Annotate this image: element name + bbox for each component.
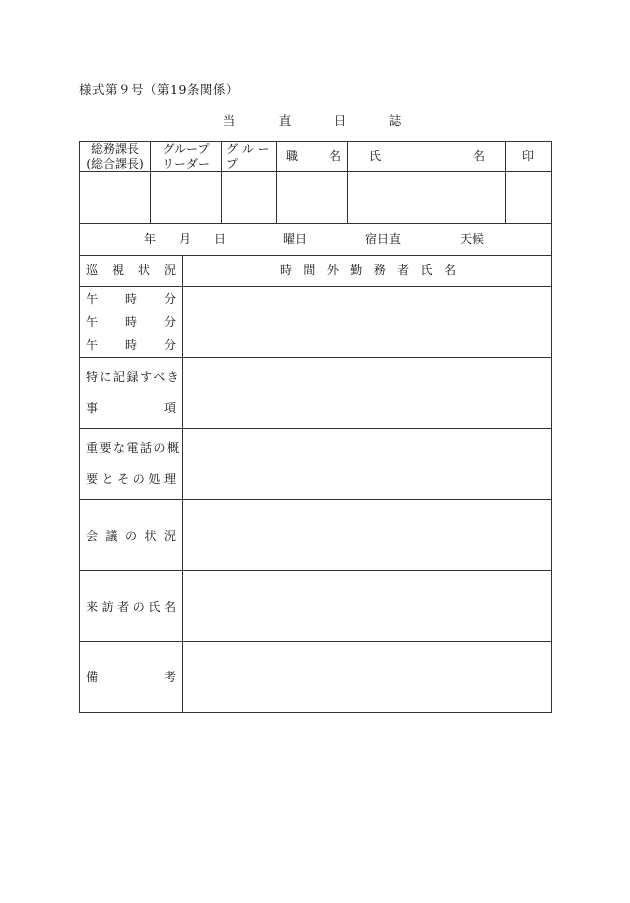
row-divider [80, 255, 551, 256]
weather-label: 天候 [460, 232, 485, 246]
group-seal-cell[interactable] [222, 172, 276, 223]
special-notes-label: 特に記録すべき [86, 370, 181, 384]
special-char: 事 [86, 401, 99, 415]
phone-char: の [132, 472, 145, 486]
am-pm-char: 午 [86, 338, 99, 352]
group-leader-seal-cell[interactable] [151, 172, 221, 223]
hour-char: 時 [124, 315, 137, 329]
overtime-char: 時 [280, 263, 293, 277]
group-label-cont: プ [226, 157, 239, 171]
hour-char: 時 [124, 292, 137, 306]
minute-char: 分 [163, 315, 176, 329]
job-title-header [286, 149, 341, 164]
overtime-char: 間 [303, 263, 316, 277]
general-manager-header [80, 142, 150, 172]
group-leader-sublabel: リーダー [161, 157, 210, 171]
patrol-time-row [86, 292, 176, 307]
name-char: 氏 [369, 149, 382, 163]
job-title-char: 名 [328, 149, 341, 163]
job-title-cell[interactable] [277, 172, 347, 223]
special-notes-label-cont [86, 401, 176, 416]
seal-header: 印 [522, 149, 535, 163]
document-title [0, 111, 630, 127]
remarks-cell[interactable] [183, 642, 551, 712]
minute-char: 分 [163, 292, 176, 306]
name-char: 名 [472, 149, 485, 163]
visitor-names-cell[interactable] [183, 571, 551, 641]
group-label: グ ル ー [226, 142, 270, 156]
title-char: 直 [278, 113, 292, 128]
overtime-char: 外 [326, 263, 339, 277]
visitor-char: 名 [163, 600, 176, 614]
patrol-time-row [86, 338, 176, 353]
general-manager-sublabel: (総合課長) [86, 157, 144, 171]
visitor-names-label [86, 600, 176, 615]
visitor-char: 来 [86, 600, 99, 614]
visitor-char: 氏 [148, 600, 161, 614]
month-label: 月 [179, 232, 192, 246]
name-header [369, 149, 485, 164]
job-title-char: 職 [286, 149, 299, 163]
phone-char: 理 [163, 472, 176, 486]
title-char: 当 [222, 113, 236, 128]
meeting-char: 会 [86, 529, 99, 543]
group-header [226, 142, 276, 172]
phone-calls-label-cont [86, 472, 176, 487]
overtime-char: 務 [373, 263, 386, 277]
name-cell[interactable] [348, 172, 505, 223]
weekday-label: 曜日 [283, 232, 308, 246]
meeting-char: 況 [163, 529, 176, 543]
remarks-label [86, 670, 176, 685]
phone-char: 処 [148, 472, 161, 486]
minute-char: 分 [163, 338, 176, 352]
general-manager-seal-cell[interactable] [80, 172, 150, 223]
meeting-status-cell[interactable] [183, 500, 551, 570]
phone-calls-cell[interactable] [183, 429, 551, 499]
am-pm-char: 午 [86, 292, 99, 306]
overtime-workers-header [280, 263, 456, 278]
group-leader-label: グループ [162, 142, 210, 156]
remarks-char: 考 [163, 670, 176, 684]
patrol-char: 状 [137, 263, 150, 277]
am-pm-char: 午 [86, 315, 99, 329]
phone-char: そ [117, 472, 130, 486]
patrol-char: 巡 [86, 263, 99, 277]
patrol-char: 視 [111, 263, 124, 277]
phone-char: と [101, 472, 114, 486]
meeting-status-label [86, 529, 176, 544]
duty-type-label: 宿日直 [365, 232, 402, 246]
patrol-char: 況 [163, 263, 176, 277]
phone-calls-label: 重要な電話の概 [86, 441, 181, 455]
row-divider [80, 223, 551, 224]
overtime-char: 者 [397, 263, 410, 277]
form-number: 様式第９号（第19条関係） [79, 82, 239, 97]
general-manager-label: 総務課長 [90, 142, 139, 156]
overtime-char: 氏 [420, 263, 433, 277]
patrol-time-row [86, 315, 176, 330]
hour-char: 時 [124, 338, 137, 352]
group-leader-header [151, 142, 221, 172]
special-char: 項 [163, 401, 176, 415]
overtime-char: 勤 [350, 263, 363, 277]
visitor-char: の [132, 600, 145, 614]
visitor-char: 者 [117, 600, 130, 614]
visitor-char: 訪 [101, 600, 114, 614]
remarks-char: 備 [86, 670, 99, 684]
special-notes-cell[interactable] [183, 358, 551, 428]
title-char: 日 [333, 113, 347, 128]
year-label: 年 [144, 232, 157, 246]
day-label: 日 [214, 232, 227, 246]
meeting-char: 状 [144, 529, 157, 543]
overtime-char: 名 [443, 263, 456, 277]
title-char: 誌 [388, 113, 402, 128]
seal-cell[interactable] [506, 172, 551, 223]
overtime-workers-cell[interactable] [183, 287, 551, 357]
meeting-char: 議 [105, 529, 118, 543]
meeting-char: の [124, 529, 137, 543]
phone-char: 要 [86, 472, 99, 486]
duty-log-table [79, 141, 552, 713]
patrol-status-label [86, 263, 176, 278]
